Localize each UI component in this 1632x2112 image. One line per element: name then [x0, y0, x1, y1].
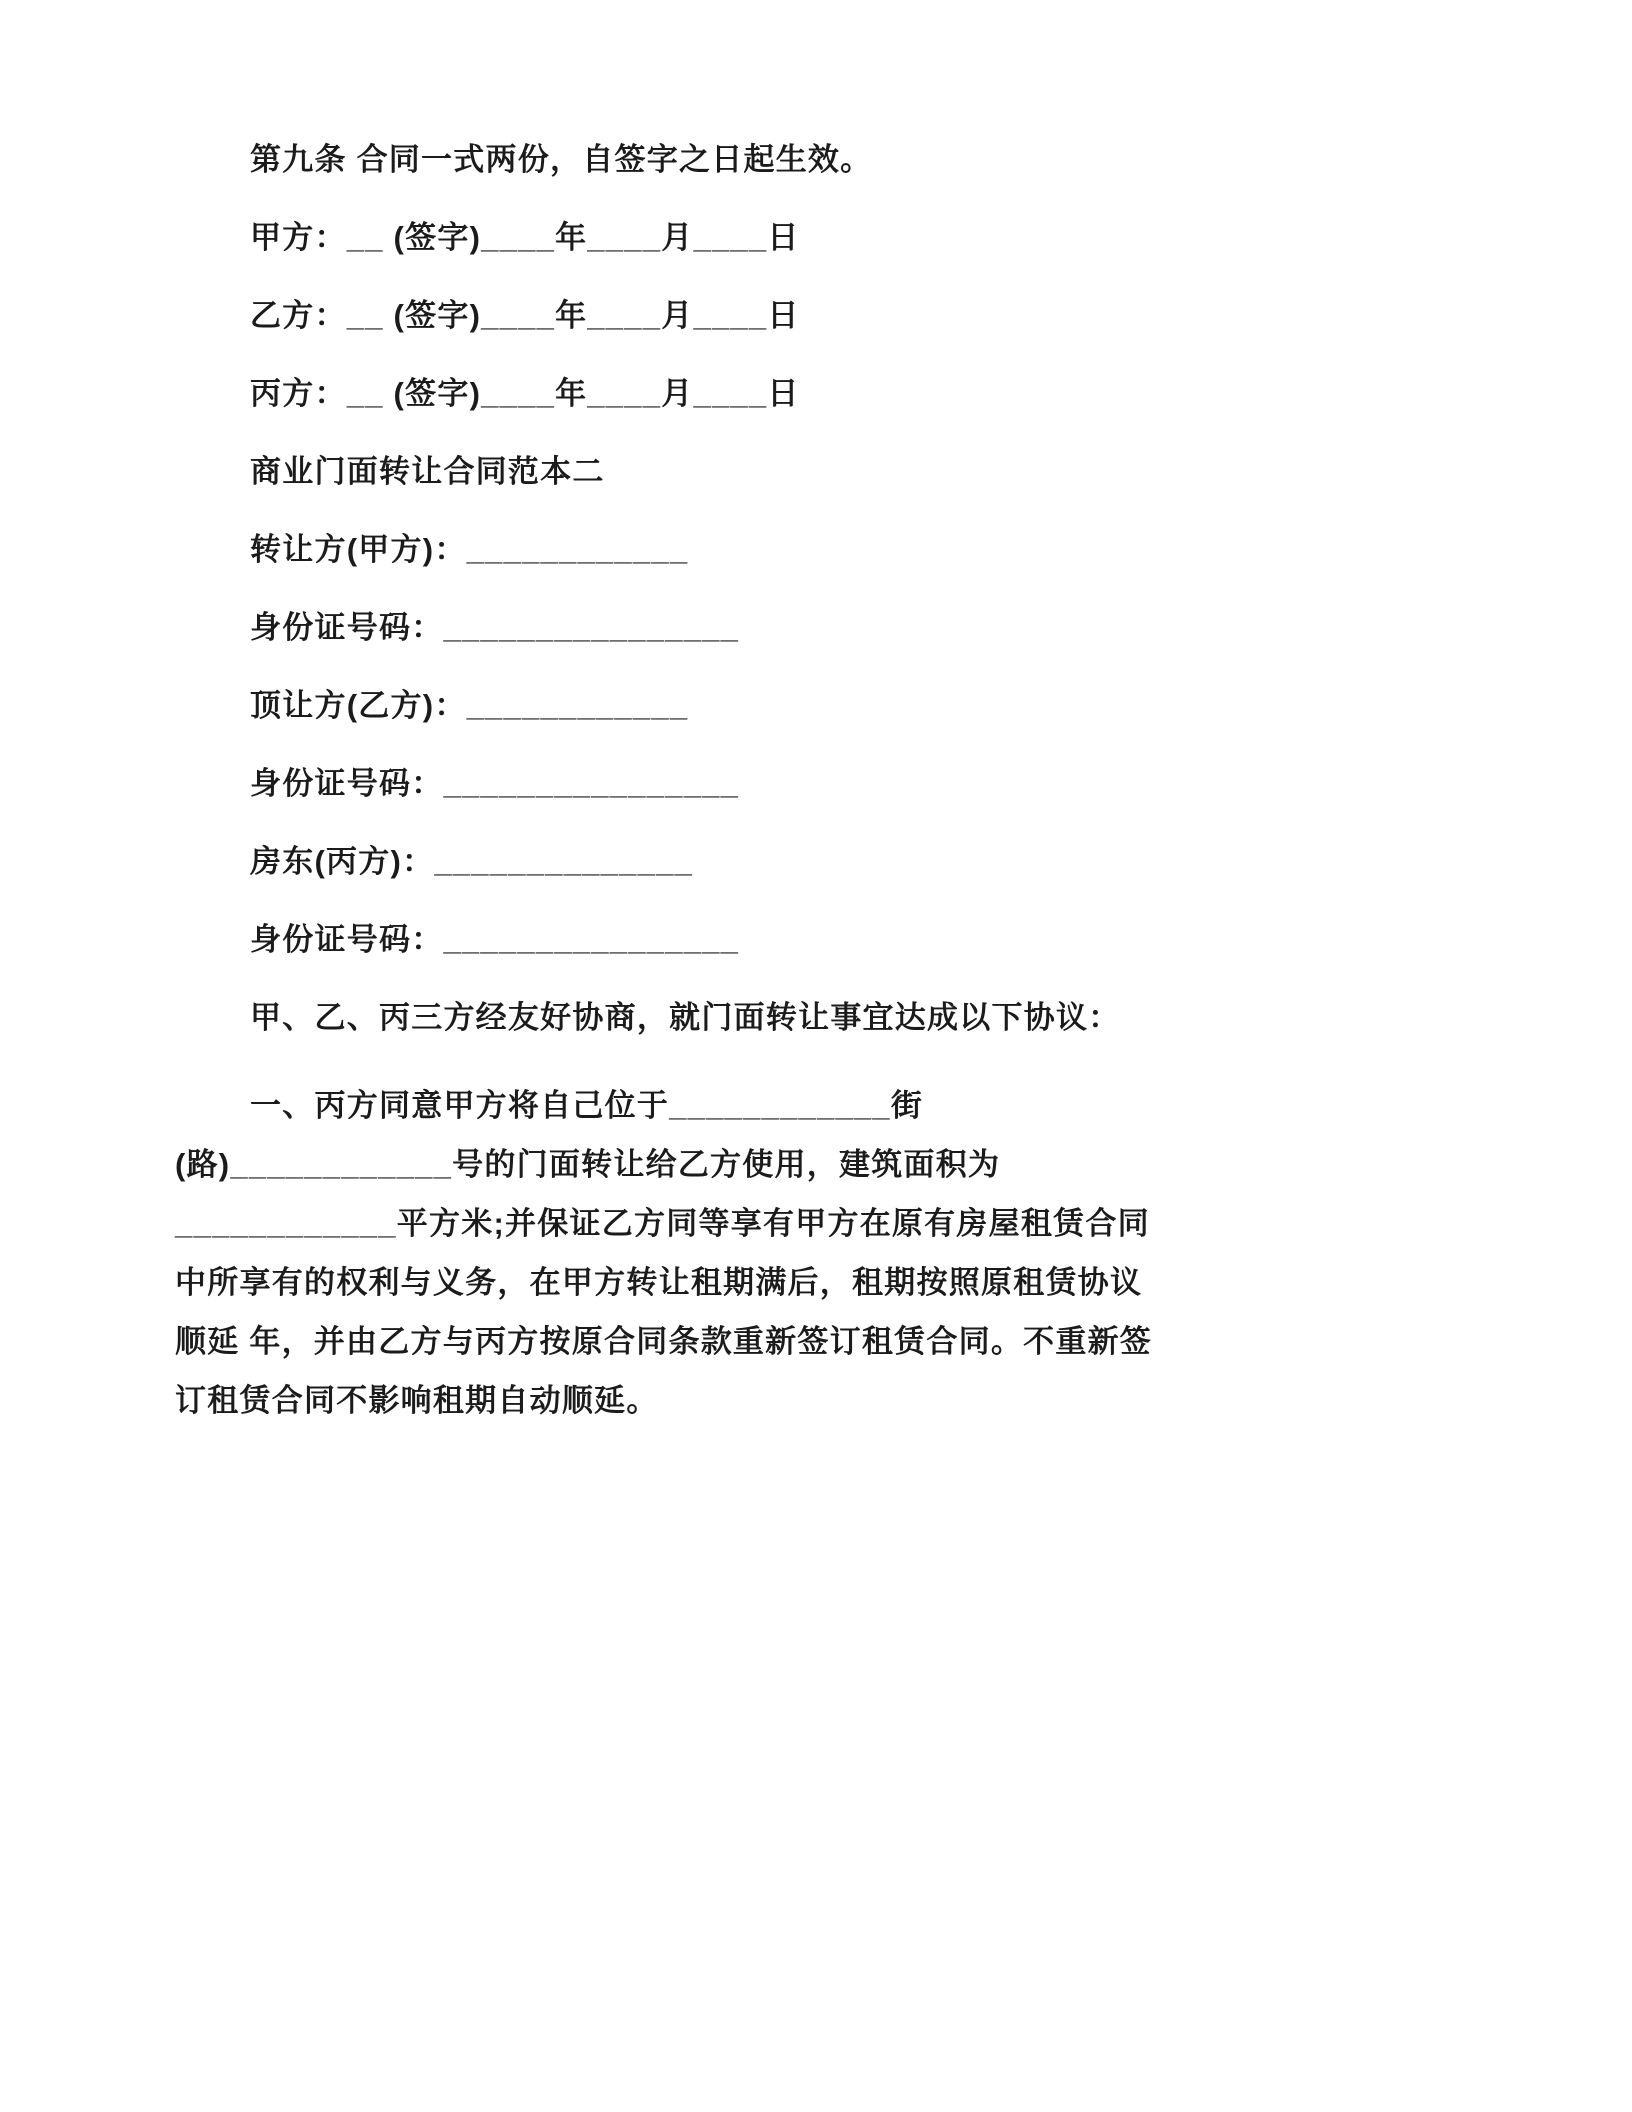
- clause-1-line-6: 订租赁合同不影响租期自动顺延。: [175, 1383, 659, 1418]
- signature-line-party-b: 乙方：__ (签字)____年____月____日: [250, 298, 800, 333]
- clause-9-text: 第九条 合同一式两份，自签字之日起生效。: [250, 142, 873, 177]
- clause-1-line-1: 一、丙方同意甲方将自己位于____________街: [250, 1088, 924, 1123]
- agreement-intro-text: 甲、乙、丙三方经友好协商，就门面转让事宜达成以下协议：: [250, 1000, 1121, 1035]
- transferee-field: 顶让方(乙方)：____________: [250, 688, 689, 723]
- clause-1-line-4: 中所享有的权利与义务，在甲方转让租期满后，租期按照原租赁协议: [175, 1265, 1143, 1300]
- clause-1-line-2: (路)____________号的门面转让给乙方使用，建筑面积为: [175, 1147, 1001, 1182]
- signature-line-party-a: 甲方：__ (签字)____年____月____日: [250, 220, 800, 255]
- landlord-field: 房东(丙方)：______________: [250, 844, 694, 879]
- transferor-field: 转让方(甲方)：____________: [250, 532, 689, 567]
- signature-line-party-c: 丙方：__ (签字)____年____月____日: [250, 376, 800, 411]
- clause-1-line-5: 顺延 年，并由乙方与丙方按原合同条款重新签订租赁合同。不重新签: [175, 1324, 1153, 1359]
- section-title: 商业门面转让合同范本二: [250, 454, 605, 489]
- transferor-id-field: 身份证号码：________________: [250, 610, 740, 645]
- transferee-id-field: 身份证号码：________________: [250, 766, 740, 801]
- landlord-id-field: 身份证号码：________________: [250, 922, 740, 957]
- clause-1-line-3: ____________平方米;并保证乙方同等享有甲方在原有房屋租赁合同: [175, 1206, 1150, 1241]
